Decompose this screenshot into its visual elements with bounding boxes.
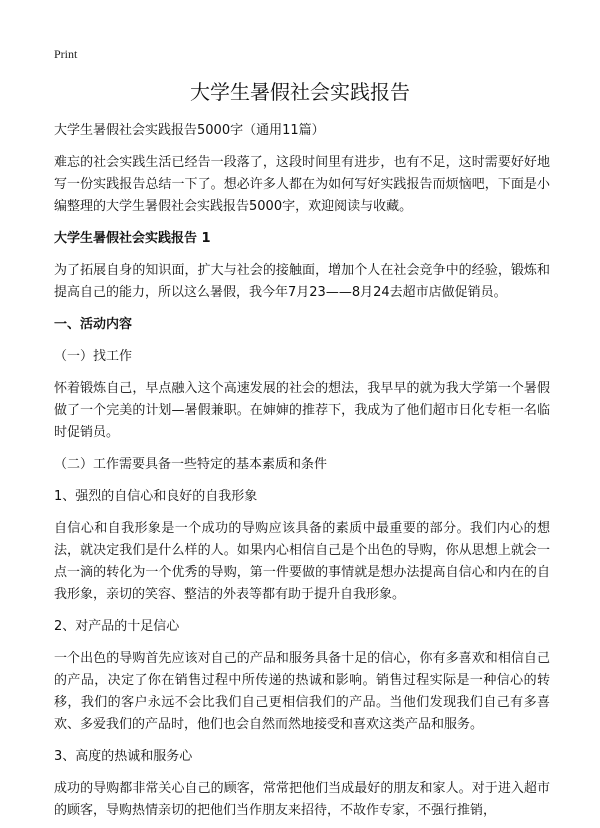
document-body	[54, 120, 550, 828]
document-title: 大学生暑假社会实践报告	[190, 80, 410, 104]
item-paragraph: 自信心和自我形象是一个成功的导购应该具备的素质中最重要的部分。我们内心的想法，就决定我们是什么样的人。如果内心相信自己是个出色的导购，你从思想上就会一点一滴的转化为一个优秀的导购，第一件要做的事情就是想办法提高自信心和内在的自我形象，亲切的笑容、整洁的外表等都有助于提升自我形象。	[54, 521, 550, 602]
item-paragraph: 成功的导购都非常关心自己的顾客，常常把他们当成最好的朋友和家人。对于进入超市的顾客，导购热情亲切的把他们当作朋友来招待，不故作专家，不强行推销，	[54, 781, 550, 818]
part-heading: 一、活动内容	[54, 317, 133, 332]
item-paragraph: 一个出色的导购首先应该对自己的产品和服务具备十足的信心，你有多喜欢和相信自己的产品，决定了你在销售过程中所传递的热诚和影响。销售过程实际是一种信心的转移，我们的客户永远不会比我们自己更相信我们的产品。当他们发现我们自己有多喜欢、多爱我们的产品时，他们也会自然而然地接受和喜欢这类产品和服务。	[54, 651, 550, 732]
section-heading: 大学生暑假社会实践报告 1	[54, 231, 211, 246]
document-subtitle: 大学生暑假社会实践报告5000字（通用11篇）	[54, 123, 325, 138]
subsection-heading: （二）工作需要具备一些特定的基本素质和条件	[54, 457, 328, 472]
intro-paragraph: 难忘的社会实践生活已经告一段落了，这段时间里有进步，也有不足，这时需要好好地写一份实践报告总结一下了。想必许多人都在为如何写好实践报告而烦恼吧，下面是小编整理的大学生暑假社会实践报告5000字，欢迎阅读与收藏。	[54, 155, 550, 214]
item-heading: 1、强烈的自信心和良好的自我形象	[54, 489, 258, 504]
subsection-paragraph: 怀着锻炼自己，早点融入这个高速发展的社会的想法，我早早的就为我大学第一个暑假做了一个完美的计划—暑假兼职。在婶婶的推荐下，我成为了他们超市日化专柜一名临时促销员。	[54, 381, 550, 440]
subsection-heading: （一）找工作	[54, 349, 133, 364]
print-link[interactable]: Print	[54, 47, 78, 61]
section-paragraph: 为了拓展自身的知识面，扩大与社会的接触面，增加个人在社会竞争中的经验，锻炼和提高自己的能力，所以这么暑假，我今年7月23——8月24去超市店做促销员。	[54, 263, 550, 300]
item-heading: 3、高度的热诚和服务心	[54, 749, 193, 764]
item-heading: 2、对产品的十足信心	[54, 619, 180, 634]
